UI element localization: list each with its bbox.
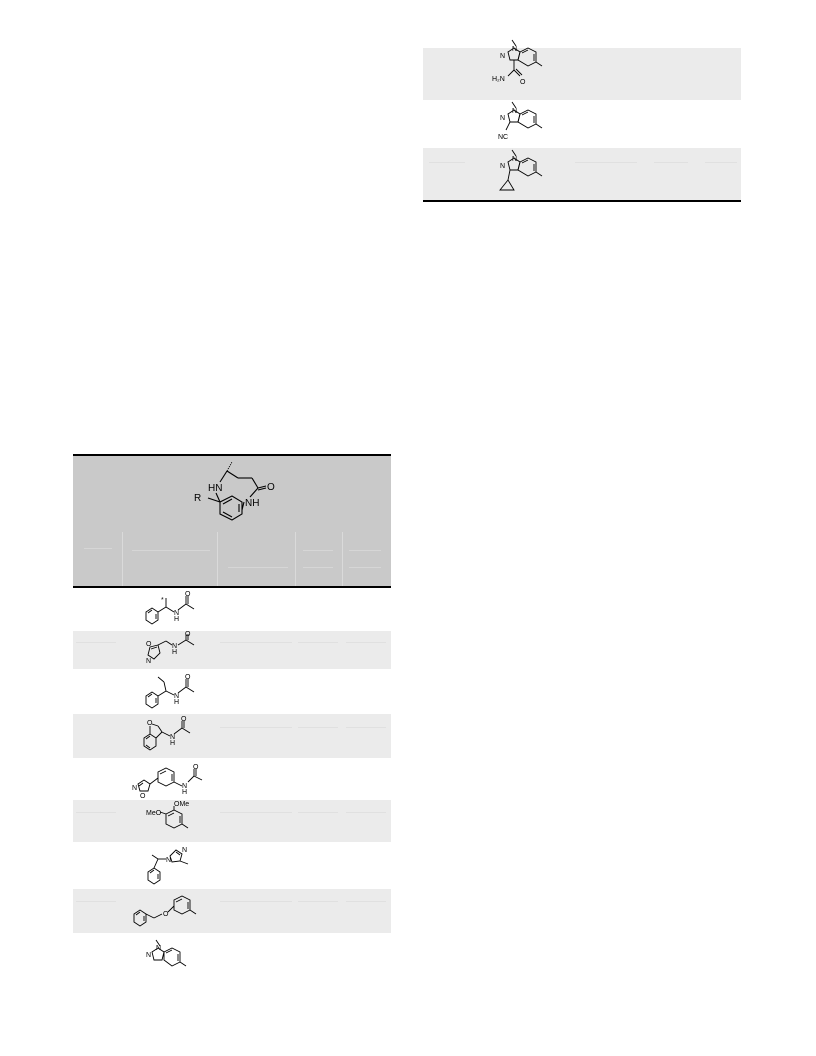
atom-label: O [140, 793, 146, 800]
atom-label: N [512, 46, 518, 53]
row-band [73, 800, 391, 842]
structure-row-12 [490, 146, 560, 198]
atom-label: * [161, 597, 164, 604]
row-band [73, 631, 391, 669]
row-band [73, 714, 391, 758]
atom-label: H [182, 789, 188, 796]
atom-label: H [172, 649, 178, 656]
core-label-nh: NH [245, 498, 260, 509]
structure-row-2 [138, 633, 208, 669]
atom-label: N [512, 108, 518, 115]
core-label-hn: HN [208, 483, 223, 494]
structure-row-9 [138, 934, 208, 974]
row-band [423, 148, 741, 200]
atom-label: N [174, 610, 180, 617]
atom-label: N [170, 734, 176, 741]
core-structure [190, 458, 280, 530]
structure-row-3 [138, 672, 208, 714]
core-label-r: R [194, 493, 202, 504]
structure-row-1 [138, 590, 208, 630]
structure-row-11 [490, 98, 560, 148]
row-band [73, 889, 391, 933]
structure-row-5 [130, 760, 220, 800]
atom-label: O [163, 911, 169, 918]
atom-label: N [182, 847, 188, 854]
atom-label: N [132, 785, 138, 792]
table-bottom-rule [423, 200, 741, 202]
atom-label: N [156, 945, 162, 952]
atom-label: O [185, 631, 191, 638]
atom-label: H [174, 616, 180, 623]
atom-label: H [170, 740, 176, 747]
atom-label: H₂N [492, 76, 505, 83]
atom-label: O [185, 674, 191, 681]
row-band [423, 48, 741, 100]
atom-label: O [181, 716, 187, 723]
header-bottom-rule [73, 586, 391, 588]
atom-label: MeO [146, 810, 162, 817]
structure-row-10 [490, 36, 560, 96]
atom-label: N [500, 115, 506, 122]
atom-label: NC [498, 134, 509, 141]
atom-label: O [147, 720, 153, 727]
structure-row-8 [130, 892, 210, 932]
atom-label: N [500, 163, 506, 170]
core-label-o: O [267, 482, 275, 493]
atom-label: O [185, 591, 191, 598]
atom-label: H [174, 699, 180, 706]
atom-label: N [182, 783, 188, 790]
atom-label: N [172, 643, 178, 650]
structure-row-6 [138, 800, 208, 840]
atom-label: N [174, 693, 180, 700]
atom-label: O [520, 79, 526, 86]
atom-label: N [500, 53, 506, 60]
atom-label: N [512, 156, 518, 163]
atom-label: O [193, 764, 199, 771]
atom-label: N [166, 857, 172, 864]
structure-row-4 [138, 714, 208, 760]
structure-row-7 [138, 844, 208, 888]
atom-label: N [146, 658, 152, 665]
atom-label: OMe [174, 801, 190, 808]
atom-label: O [146, 641, 152, 648]
atom-label: N [146, 952, 152, 959]
